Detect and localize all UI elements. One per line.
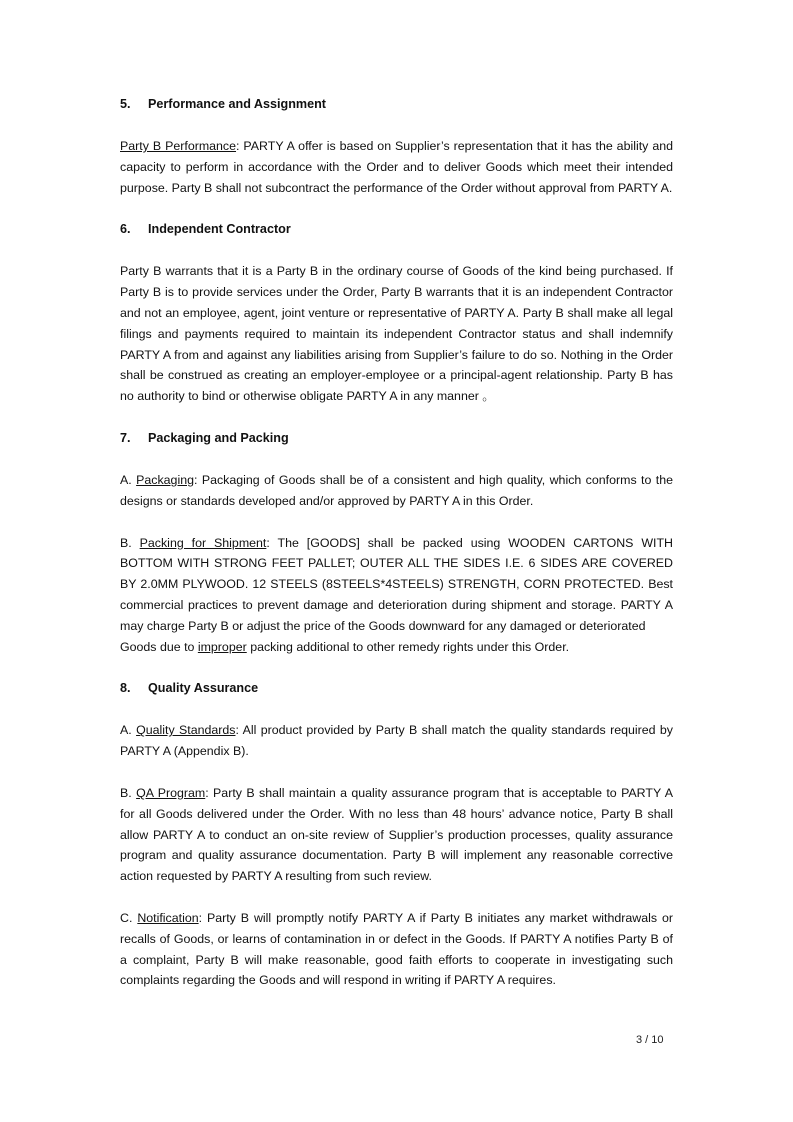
section-title: Performance and Assignment <box>148 97 326 111</box>
item-prefix: B. <box>120 785 137 800</box>
document-page <box>120 94 673 1012</box>
term-improper: improper <box>197 639 247 654</box>
term-packing-for-shipment: Packing for Shipment <box>139 535 267 550</box>
paragraph-qa-program <box>120 783 673 887</box>
paragraph-text: : Party B will promptly notify PARTY A if Party B initiates any market withdrawals or recalls of Goods, or learns of contamination in or defect in the Goods. If PARTY A notifies Party B of a complaint, Party B will make reasonable, good faith efforts to cooperate in investigating such complaints regarding the Goods and will respond in writing if PARTY A requires. <box>120 910 674 988</box>
term-quality-standards: Quality Standards <box>136 723 236 738</box>
section-number: 8. <box>120 681 131 696</box>
paragraph-text: : PARTY A offer is based on Supplier’s representation that it has the ability and capacity to perform in accordance with the Order and to deliver Goods which meet their intended purpose. Party B shall not subcontract the performance of the Order without approval from PARTY A. <box>120 139 673 195</box>
term-party-b-performance: Party B Performance <box>120 139 237 153</box>
paragraph-independent-contractor <box>120 261 673 407</box>
term-packaging: Packaging <box>136 472 194 487</box>
paragraph-packaging <box>120 470 673 512</box>
section-title: Quality Assurance <box>148 681 259 696</box>
paragraph-party-b-performance <box>120 136 673 198</box>
paragraph-packing-continuation <box>120 637 673 658</box>
paragraph-text: Goods due to <box>120 639 198 654</box>
item-prefix: A. <box>120 723 137 738</box>
paragraph-text: : The [GOODS] shall be packed using WOODEN CARTONS WITH BOTTOM WITH STRONG FEET PALLET; OUTER ALL THE SIDES I.E. 6 SIDES ARE COVERED BY 2.0MM PLYWOOD. 12 STEELS (8STEELS*4STEELS) STRENGTH, CORN PROTECTED. Best commercial practices to prevent damage and deterioration during shipment and storage. PARTY A may charge Party B or adjust the price of the Goods downward for any damaged or deteriorated <box>120 535 673 633</box>
section-8-heading <box>120 678 673 699</box>
section-7-heading <box>120 428 673 449</box>
paragraph-text: Party B warrants that it is a Party B in the ordinary course of Goods of the kind being purchased. If Party B is to provide services under the Order, Party B warrants that it is an independent Contractor and not an employee, agent, joint venture or representative of PARTY A. Party B shall make all legal filings and payments required to maintain its independent Contractor status and shall indemnify PARTY A from and against any liabilities arising from Supplier’s failure to do so. Nothing in the Order shall be construed as creating an employer-employee or a principal-agent relationship. Party B has no authority to bind or otherwise obligate PARTY A in any manner 。 <box>120 264 673 404</box>
item-prefix: C. <box>120 910 138 925</box>
item-prefix: A. <box>120 472 137 487</box>
term-qa-program: QA Program <box>136 785 206 800</box>
section-6-heading <box>120 219 673 240</box>
paragraph-notification <box>120 908 673 991</box>
section-title: Independent Contractor <box>148 222 291 237</box>
paragraph-packing-for-shipment <box>120 533 673 637</box>
paragraph-text: : Party B shall maintain a quality assurance program that is acceptable to PARTY A for all Goods delivered under the Order. With no less than 48 hours’ advance notice, Party B shall allow PARTY A to conduct an on-site review of Supplier’s production processes, quality assurance program and quality assurance documentation. Party B will implement any reasonable corrective action requested by PARTY A resulting from such review. <box>120 785 673 884</box>
section-title: Packaging and Packing <box>148 430 289 445</box>
section-5-heading <box>120 94 673 115</box>
section-number: 7. <box>120 430 131 445</box>
page-number: 3 / 10 <box>636 1034 664 1046</box>
paragraph-text: : All product provided by Party B shall match the quality standards required by PARTY A (Appendix B). <box>120 723 673 759</box>
item-prefix: B. <box>120 535 140 550</box>
section-number: 6. <box>120 222 131 237</box>
term-notification: Notification <box>137 910 199 925</box>
paragraph-text: packing additional to other remedy rights under this Order. <box>246 639 570 654</box>
section-number: 5. <box>120 97 131 111</box>
paragraph-text: : Packaging of Goods shall be of a consistent and high quality, which conforms to the designs or standards developed and/or approved by PARTY A in this Order. <box>120 472 673 508</box>
paragraph-quality-standards <box>120 720 673 762</box>
